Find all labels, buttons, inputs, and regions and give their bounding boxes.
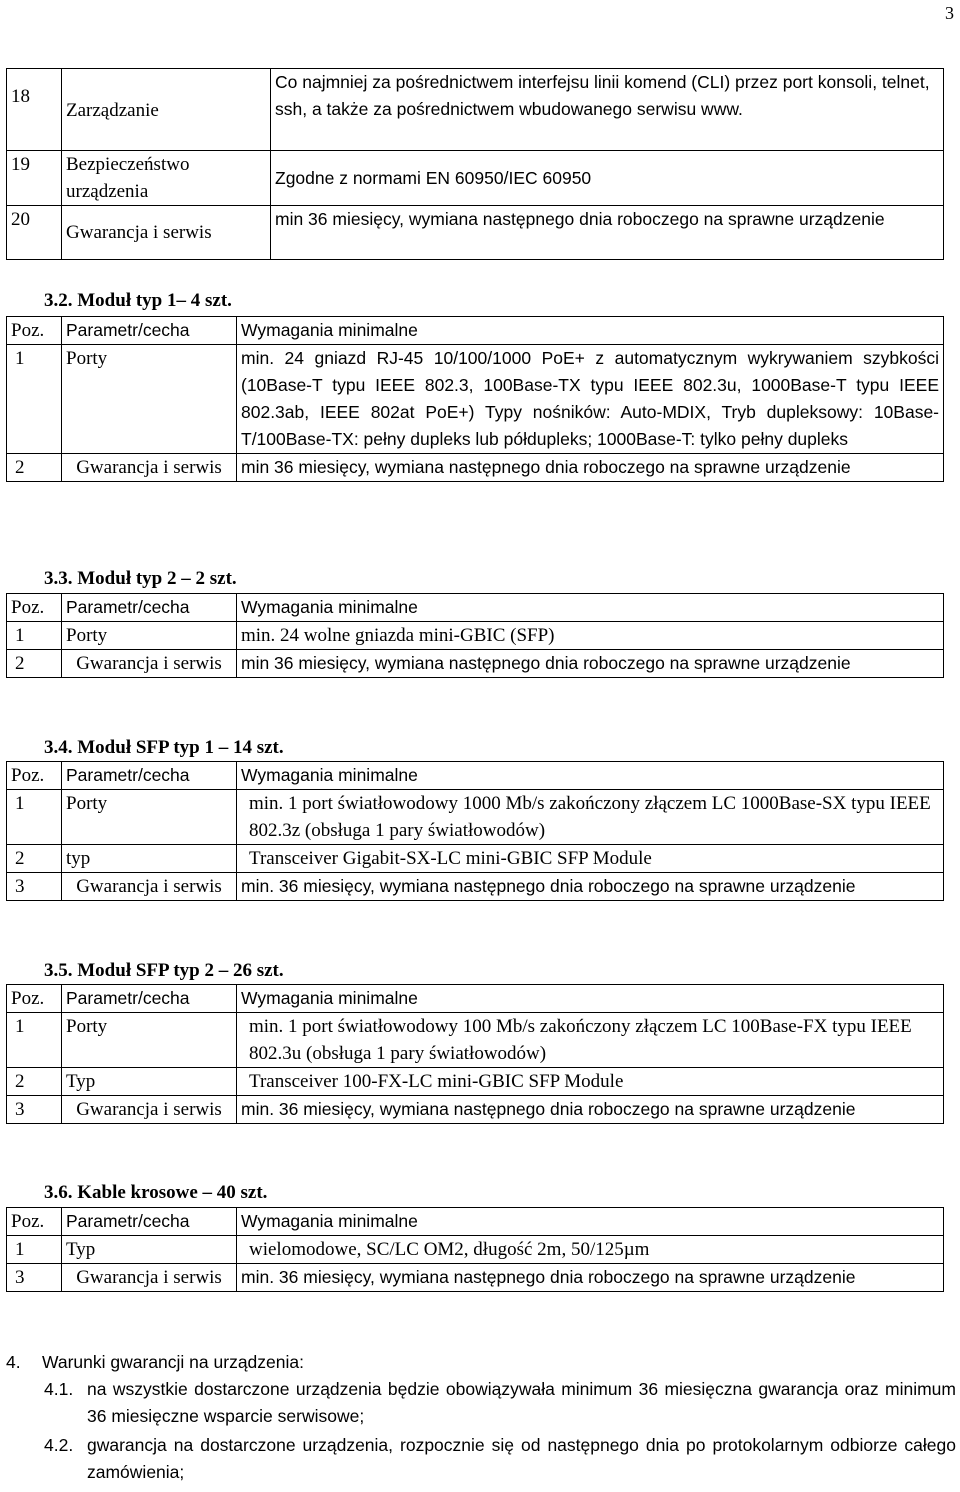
table-row [7, 454, 944, 482]
row-number: 2 [7, 454, 62, 482]
row-param: Typ [62, 1068, 237, 1096]
row-number: 2 [7, 845, 62, 873]
row-param: Gwarancja i serwis [62, 873, 237, 901]
table-row [7, 1236, 944, 1264]
spec-table [6, 316, 944, 482]
row-requirement: Zgodne z normami EN 60950/IEC 60950 [271, 151, 944, 206]
row-requirement: min 36 miesięcy, wymiana następnego dnia roboczego na sprawne urządzenie [237, 454, 944, 482]
row-param: Gwarancja i serwis [62, 206, 271, 260]
row-param: Gwarancja i serwis [62, 454, 237, 482]
row-requirement: Transceiver 100-FX-LC mini-GBIC SFP Module [237, 1068, 944, 1096]
row-number: 1 [7, 1013, 62, 1068]
header-param: Parametr/cecha [62, 317, 237, 345]
header-req: Wymagania minimalne [237, 1208, 944, 1236]
table-row [7, 1264, 944, 1292]
warranty-item-text: gwarancja na dostarczone urządzenia, rozpocznie się od następnego dnia po protokolarnym odbiorze całego zamówienia; [87, 1435, 956, 1482]
warranty-item [44, 1432, 956, 1486]
section-title: 3.3. Moduł typ 2 – 2 szt. [44, 568, 237, 589]
row-number: 3 [7, 873, 62, 901]
spec-table [6, 761, 944, 901]
row-param: Gwarancja i serwis [62, 1096, 237, 1124]
row-number: 1 [7, 345, 62, 454]
table-row [7, 206, 944, 260]
table-row [7, 1013, 944, 1068]
table-row [7, 650, 944, 678]
row-requirement: min. 1 port światłowodowy 100 Mb/s zakończony złączem LC 100Base-FX typu IEEE 802.3u (obsługa 1 pary światłowodów) [237, 1013, 944, 1068]
row-param: Gwarancja i serwis [62, 1264, 237, 1292]
header-req: Wymagania minimalne [237, 985, 944, 1013]
header-poz: Poz. [7, 1208, 62, 1236]
row-number: 3 [7, 1096, 62, 1124]
page-number: 3 [945, 3, 954, 23]
warranty-item-number: 4.1. [44, 1379, 74, 1399]
header-row [7, 1208, 944, 1236]
row-number: 2 [7, 650, 62, 678]
row-requirement: min. 36 miesięcy, wymiana następnego dnia roboczego na sprawne urządzenie [237, 1264, 944, 1292]
row-param: Zarządzanie [62, 69, 271, 151]
warranty-heading [6, 1349, 304, 1376]
spec-table [6, 984, 944, 1124]
warranty-item [44, 1376, 956, 1430]
header-param: Parametr/cecha [62, 985, 237, 1013]
header-poz: Poz. [7, 985, 62, 1013]
row-requirement: wielomodowe, SC/LC OM2, długość 2m, 50/125µm [237, 1236, 944, 1264]
warranty-item-text: na wszystkie dostarczone urządzenia będzie obowiązywała minimum 36 miesięczna gwarancja oraz minimum 36 miesięczne wsparcie serwisowe; [87, 1379, 956, 1426]
row-requirement: min 36 miesięcy, wymiana następnego dnia roboczego na sprawne urządzenie [237, 650, 944, 678]
row-number: 18 [7, 69, 62, 151]
header-param: Parametr/cecha [62, 762, 237, 790]
section-title: 3.2. Moduł typ 1– 4 szt. [44, 290, 232, 311]
row-number: 19 [7, 151, 62, 206]
row-number: 2 [7, 1068, 62, 1096]
header-row [7, 985, 944, 1013]
top-spec-table [6, 68, 944, 260]
row-requirement: min. 24 wolne gniazda mini-GBIC (SFP) [237, 622, 944, 650]
header-param: Parametr/cecha [62, 594, 237, 622]
row-param: Porty [62, 1013, 237, 1068]
row-param: Gwarancja i serwis [62, 650, 237, 678]
table-row [7, 1096, 944, 1124]
spec-table [6, 593, 944, 678]
spec-table [6, 1207, 944, 1292]
table-row [7, 873, 944, 901]
header-req: Wymagania minimalne [237, 594, 944, 622]
header-param: Parametr/cecha [62, 1208, 237, 1236]
row-number: 1 [7, 1236, 62, 1264]
row-param: Typ [62, 1236, 237, 1264]
header-req: Wymagania minimalne [237, 762, 944, 790]
row-requirement: min 36 miesięcy, wymiana następnego dnia roboczego na sprawne urządzenie [271, 206, 944, 260]
section-title: 3.6. Kable krosowe – 40 szt. [44, 1182, 268, 1203]
table-row [7, 151, 944, 206]
row-param: Porty [62, 345, 237, 454]
row-requirement: min. 1 port światłowodowy 1000 Mb/s zakończony złączem LC 1000Base-SX typu IEEE 802.3z (obsługa 1 pary światłowodów) [237, 790, 944, 845]
header-row [7, 762, 944, 790]
row-requirement: Co najmniej za pośrednictwem interfejsu linii komend (CLI) przez port konsoli, telnet, ssh, a także za pośrednictwem wbudowanego serwisu www. [271, 69, 944, 151]
row-number: 20 [7, 206, 62, 260]
warranty-item-number: 4.2. [44, 1435, 74, 1455]
row-param: Porty [62, 622, 237, 650]
header-poz: Poz. [7, 317, 62, 345]
row-number: 3 [7, 1264, 62, 1292]
table-row [7, 622, 944, 650]
warranty-title: Warunki gwarancji na urządzenia: [42, 1352, 304, 1372]
row-param: typ [62, 845, 237, 873]
header-row [7, 594, 944, 622]
section-title: 3.4. Moduł SFP typ 1 – 14 szt. [44, 737, 284, 758]
row-requirement: Transceiver Gigabit-SX-LC mini-GBIC SFP Module [237, 845, 944, 873]
header-poz: Poz. [7, 762, 62, 790]
header-row [7, 317, 944, 345]
table-row [7, 1068, 944, 1096]
row-requirement: min. 36 miesięcy, wymiana następnego dnia roboczego na sprawne urządzenie [237, 873, 944, 901]
table-row [7, 69, 944, 151]
row-param: Bezpieczeństwo urządzenia [62, 151, 271, 206]
row-requirement: min. 24 gniazd RJ-45 10/100/1000 PoE+ z automatycznym wykrywaniem szybkości (10Base-T typu IEEE 802.3, 100Base-TX typu IEEE 802.3u, 1000Base-T typu IEEE 802.3ab, IEEE 802at PoE+) Typy nośników: Auto-MDIX, Tryb dupleksowy: 10Base-T/100Base-TX: pełny dupleks lub półdupleks; 1000Base-T: tylko pełny dupleks [237, 345, 944, 454]
table-row [7, 345, 944, 454]
row-param: Porty [62, 790, 237, 845]
row-number: 1 [7, 622, 62, 650]
header-poz: Poz. [7, 594, 62, 622]
table-row [7, 845, 944, 873]
warranty-number: 4. [6, 1352, 21, 1372]
table-row [7, 790, 944, 845]
section-title: 3.5. Moduł SFP typ 2 – 26 szt. [44, 960, 284, 981]
row-requirement: min. 36 miesięcy, wymiana następnego dnia roboczego na sprawne urządzenie [237, 1096, 944, 1124]
header-req: Wymagania minimalne [237, 317, 944, 345]
row-number: 1 [7, 790, 62, 845]
